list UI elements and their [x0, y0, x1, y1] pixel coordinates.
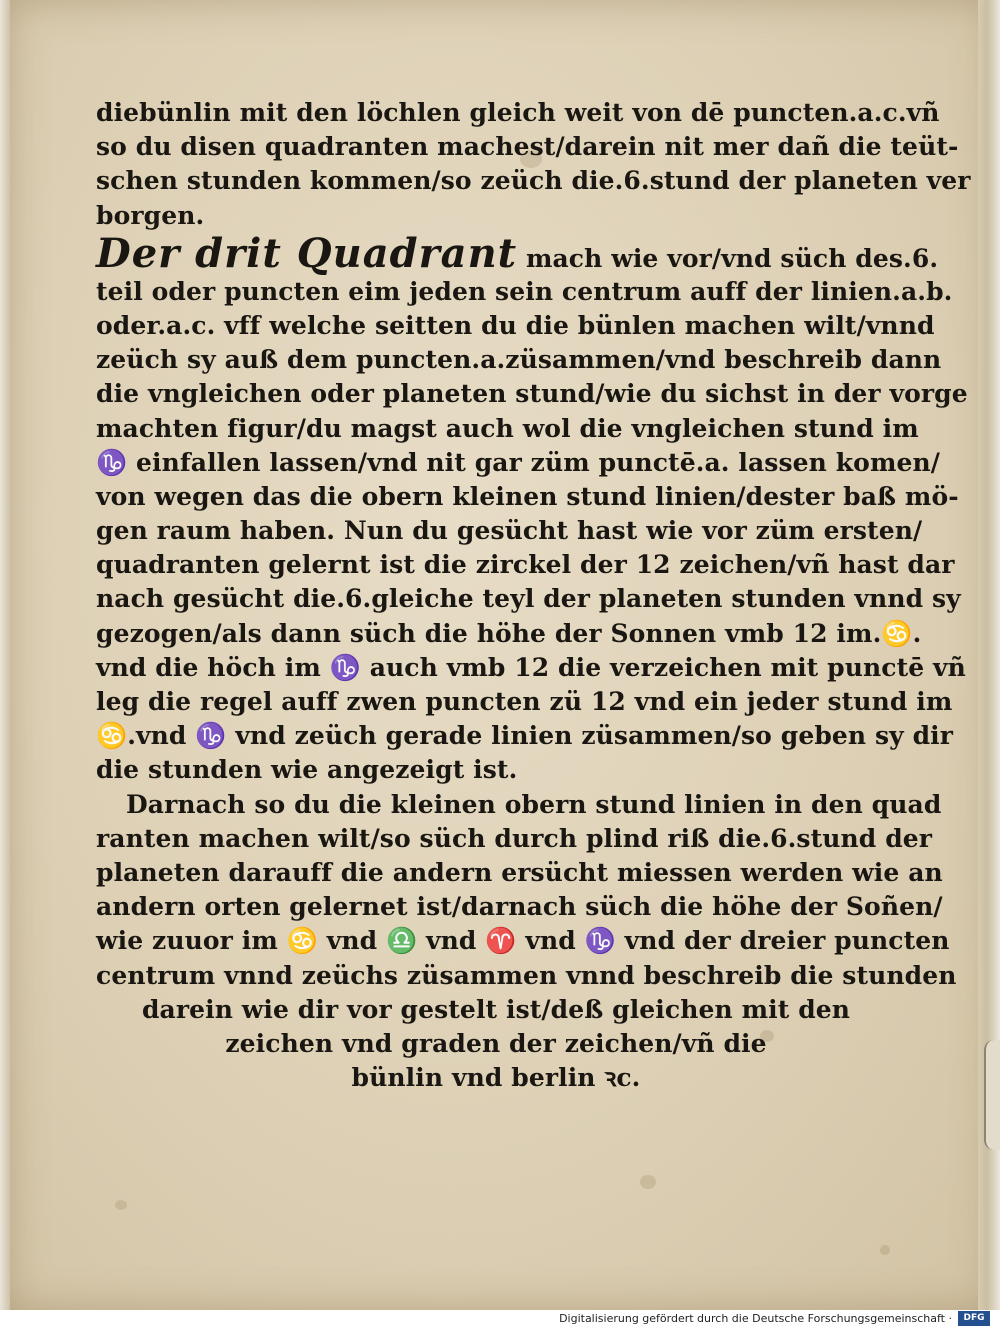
text-line: gen raum haben. Nun du gesücht hast wie vor züm ersten/ [96, 516, 923, 546]
text-line: centrum vnnd zeüchs züsammen vnnd beschreib die stunden [96, 960, 957, 990]
text-line: diebünlin mit den löchlen gleich weit von dē puncten.a.c.vñ [96, 98, 940, 127]
text-line: leg die regel auff zwen puncten zü 12 vnd ein jeder stund im [96, 687, 953, 716]
text-line: wie zuuor im ♋ vnd ♎ vnd ♈ vnd ♑ vnd der dreier puncten [96, 926, 950, 956]
text-line: die stunden wie angezeigt ist. [96, 755, 518, 785]
text-line: ♑ einfallen lassen/vnd nit gar züm punctē.a. lassen komen/ [96, 447, 941, 477]
text-line: teil oder puncten eim jeden sein centrum auff der linien.a.b. [96, 276, 953, 306]
text-line: so du disen quadranten machest/darein nit mer dañ die teüt- [96, 132, 959, 162]
text-line: ranten machen wilt/so süch durch plind riß die.6.stund der [96, 823, 933, 853]
text-line: quadranten gelernt ist die zirckel der 12 zeichen/vñ hast dar [96, 550, 955, 580]
funding-credit-text: Digitalisierung gefördert durch die Deutsche Forschungsgemeinschaft [559, 1312, 945, 1325]
paper-stain [115, 1200, 127, 1210]
page-left-edge [0, 0, 10, 1310]
heading-line [96, 229, 939, 277]
text-line: gezogen/als dann süch die höhe der Sonnen vmb 12 im.♋. [96, 618, 922, 648]
text-line: nach gesücht die.6.gleiche teyl der planeten stunden vnnd sy [96, 584, 961, 614]
text-line: die vngleichen oder planeten stund/wie du sichst in der vorge [96, 379, 968, 409]
credit-separator: · [948, 1312, 952, 1325]
closing-line: bünlin vnd berlin ꝛc. [351, 1063, 641, 1093]
text-line: oder.a.c. vff welche seitten du die bünlen machen wilt/vnnd [96, 310, 935, 340]
heading-line-rest: mach wie vor/vnd süch des.6. [525, 243, 939, 273]
text-line: schen stunden kommen/so zeüch die.6.stund der planeten ver [96, 166, 971, 196]
paper-stain [640, 1175, 656, 1189]
text-line: ♋.vnd ♑ vnd zeüch gerade linien züsammen/so geben sy dir [96, 721, 954, 751]
text-line: vnd die höch im ♑ auch vmb 12 die verzeichen mit punctē vñ [96, 652, 966, 682]
text-line: von wegen das die obern kleinen stund linien/dester baß mö- [96, 481, 959, 511]
text-line: zeüch sy auß dem puncten.a.züsammen/vnd beschreib dann [96, 345, 942, 375]
paragraph-start-line: Darnach so du die kleinen obern stund linien in den quad [126, 789, 942, 819]
text-line: andern orten gelernet ist/darnach süch die höhe der Soñen/ [96, 892, 943, 922]
closing-line: zeichen vnd graden der zeichen/vñ die [225, 1028, 767, 1058]
text-line: machten figur/du magst auch wol die vngleichen stund im [96, 413, 919, 443]
body-text [96, 96, 971, 1095]
text-line: borgen. [96, 200, 205, 230]
dfg-logo: DFG [958, 1311, 990, 1326]
page-tab-marker [984, 1040, 1000, 1150]
closing-line: darein wie dir vor gestelt ist/deß gleichen mit den [141, 994, 851, 1024]
text-line: planeten darauff die andern ersücht miessen werden wie an [96, 857, 943, 887]
paper-stain [880, 1245, 890, 1255]
section-heading: Der drit Quadrant [96, 229, 518, 277]
funding-credit [559, 1311, 952, 1327]
